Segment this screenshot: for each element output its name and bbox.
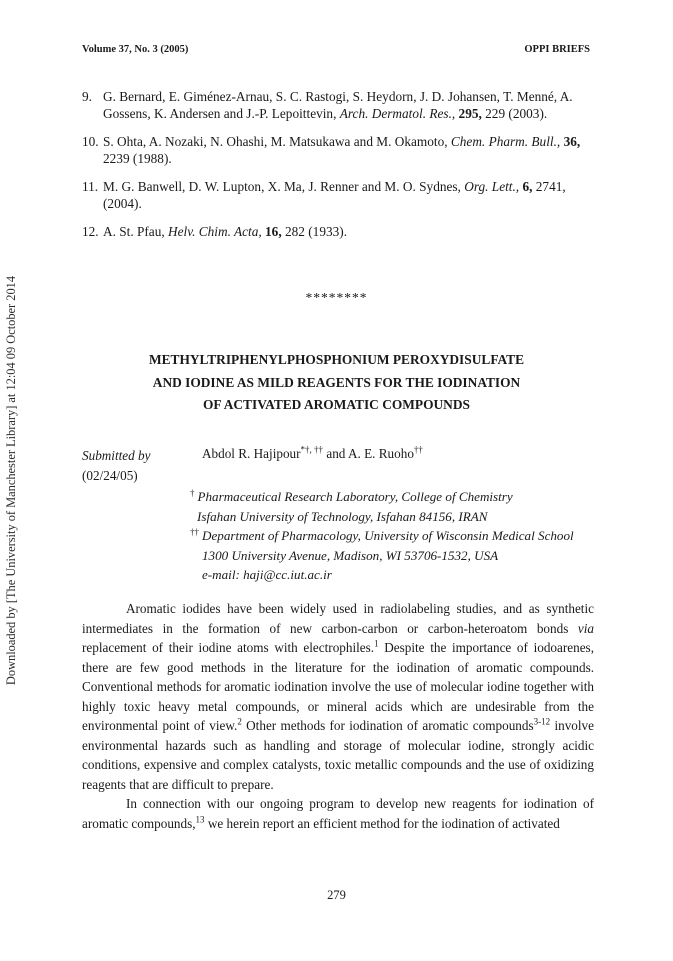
page-number: 279 — [327, 888, 346, 902]
reference-item — [82, 89, 592, 122]
reference-journal: Chem. Pharm. Bull., — [450, 134, 561, 149]
affiliation-text: Department of Pharmacology, University of Wisconsin Medical School — [202, 528, 574, 543]
submission-info — [82, 446, 151, 485]
affiliation-text: Pharmaceutical Research Laboratory, College of Chemistry — [197, 489, 513, 504]
reference-text — [103, 134, 592, 167]
author-line — [202, 446, 423, 462]
reference-item — [82, 179, 592, 212]
reference-authors: A. St. Pfau, — [103, 224, 165, 239]
citation: 3-12 — [533, 716, 551, 727]
author-name: Abdol R. Hajipour — [202, 446, 301, 461]
citation: 1 — [374, 638, 379, 649]
author-marks: †† — [413, 444, 423, 455]
submission-date: (02/24/05) — [82, 467, 138, 483]
title-line: AND IODINE AS MILD REAGENTS FOR THE IODINATION — [152, 374, 521, 390]
section-name: OPPI BRIEFS — [524, 44, 590, 55]
reference-pages: 229 (2003). — [485, 105, 548, 121]
reference-volume: 295, — [458, 105, 482, 121]
reference-text — [103, 89, 592, 122]
reference-volume: 16, — [265, 224, 282, 239]
affiliation-mark: † — [190, 487, 195, 498]
author-connector: and — [326, 446, 346, 461]
article-title — [60, 349, 613, 417]
affiliation-mark: †† — [190, 526, 199, 537]
reference-number: 9. — [82, 89, 92, 104]
citation: 13 — [195, 814, 205, 825]
article-body — [82, 599, 594, 834]
affiliation-line — [190, 546, 574, 566]
affiliation-text: 1300 University Avenue, Madison, WI 53706-1532, USA — [202, 547, 499, 563]
affiliations — [190, 487, 574, 585]
emphasis-via: via — [577, 620, 594, 636]
reference-item — [82, 134, 592, 167]
reference-authors: M. G. Banwell, D. W. Lupton, X. Ma, J. Renner and M. O. Sydnes, — [103, 179, 461, 194]
affiliation-line — [190, 507, 574, 527]
download-watermark — [2, 250, 22, 710]
affiliation-line — [190, 487, 574, 507]
submitted-by-label: Submitted by — [82, 448, 151, 463]
reference-text — [103, 224, 592, 241]
reference-pages: 282 (1933). — [284, 224, 348, 239]
reference-pages: 2239 (1988). — [103, 150, 172, 166]
citation: 2 — [237, 716, 242, 727]
email-line — [190, 565, 574, 585]
author-name: A. E. Ruoho — [347, 446, 414, 461]
reference-number: 10. — [82, 134, 99, 149]
reference-number: 11. — [82, 179, 99, 194]
download-watermark-text: Downloaded by [The University of Manchester Library] at 12:04 09 October 2014 — [4, 275, 19, 685]
reference-authors: G. Bernard, E. Giménez-Arnau, S. C. Rastogi, S. Heydorn, J. D. Johansen, T. Menné, A. Gossens, K. Andersen and J.-P. Lepoittevin, — [103, 89, 573, 121]
reference-text — [103, 179, 592, 212]
reference-authors: S. Ohta, A. Nozaki, N. Ohashi, M. Matsukawa and M. Okamoto, — [103, 134, 448, 149]
affiliation-line — [190, 526, 574, 546]
reference-volume: 6, — [522, 179, 533, 194]
reference-item — [82, 224, 592, 241]
author-marks: *†, †† — [300, 444, 324, 455]
title-line: OF ACTIVATED AROMATIC COMPOUNDS — [203, 397, 470, 412]
running-head — [82, 44, 590, 55]
journal-volume: Volume 37, No. 3 (2005) — [82, 44, 189, 55]
reference-journal: Org. Lett., — [464, 179, 520, 194]
body-paragraph: Aromatic iodides have been widely used in radiolabeling studies, and as synthetic intermediates in the formation of new carbon-carbon or carbon-heteroatom bonds via replacement of their iodine atoms with electrophiles.$^1$ Despite the importance of iodoarenes, there are few good methods in the literature for the iodination of aromatic compounds. Conventional methods for aromatic iodination involve the use of molecular iodine together with highly toxic heavy metal compounds, or mineral acids which are undesirable from the environmental point of view.$^2$ Other methods for iodination of aromatic compounds$^{3-12}$ involve environmental hazards such as handling and storage of molecular iodine, strongly acidic conditions, expensive and complex catalysts, toxic metallic compounds and the use of oxidizing reagents that are difficult to prepare. — [82, 601, 594, 792]
body-paragraph: In connection with our ongoing program to develop new reagents for iodination of aromatic compounds,$^{13}$ we herein report an efficient method for the iodination of activated — [82, 796, 594, 832]
title-line: METHYLTRIPHENYLPHOSPHONIUM PEROXYDISULFATE — [148, 352, 525, 367]
email-text: e-mail: haji@cc.iut.ac.ir — [202, 567, 332, 582]
section-separator: ******** — [305, 290, 368, 305]
reference-journal: Helv. Chim. Acta, — [168, 224, 262, 239]
reference-list — [82, 89, 592, 253]
reference-number: 12. — [82, 224, 99, 239]
reference-volume: 36, — [563, 134, 581, 149]
reference-journal: Arch. Dermatol. Res., — [339, 105, 456, 121]
affiliation-text: Isfahan University of Technology, Isfahan 84156, IRAN — [197, 508, 488, 524]
reference-pages: 2741, (2004). — [103, 179, 566, 211]
